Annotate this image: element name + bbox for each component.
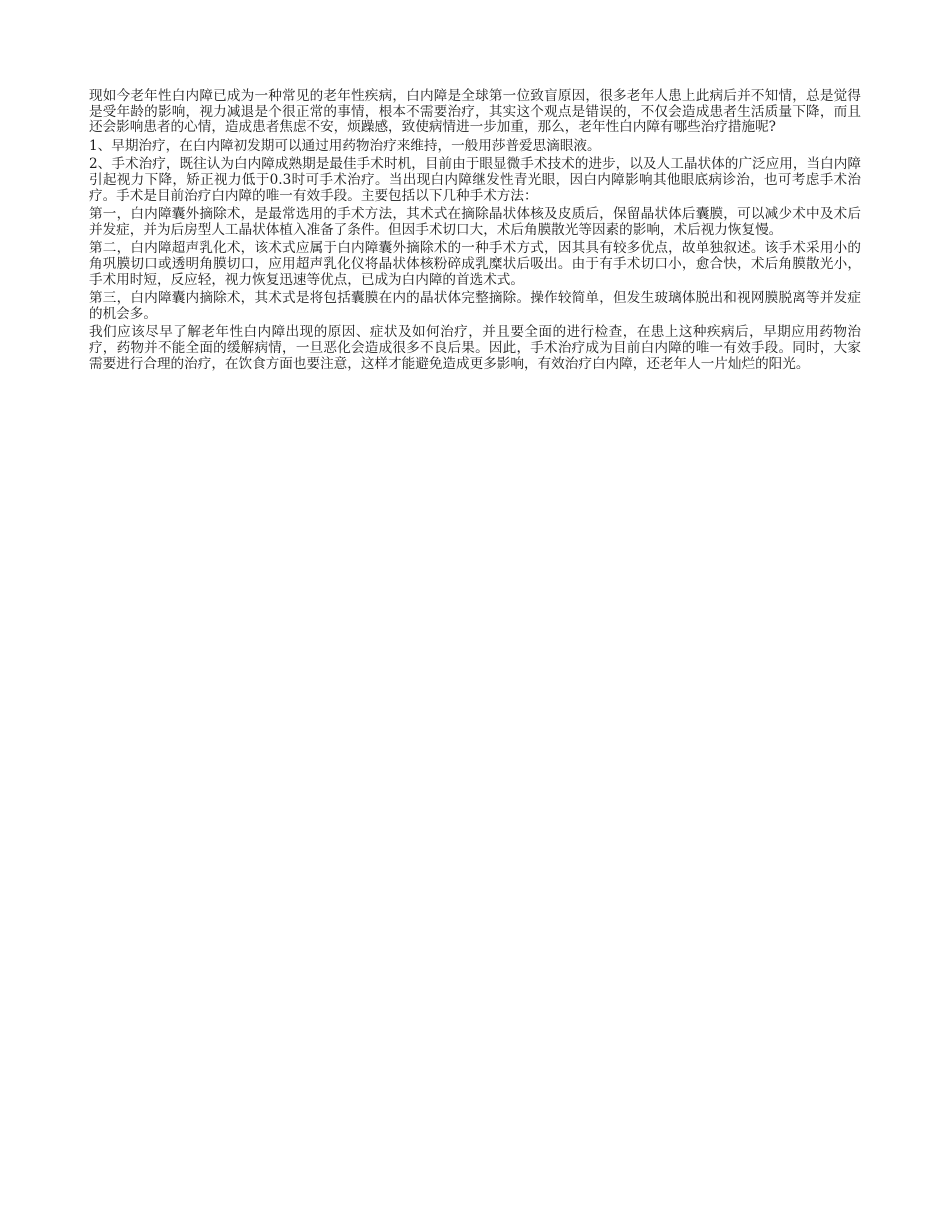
early-treatment-paragraph: 1、早期治疗，在白内障初发期可以通过用药物治疗来维持，一般用莎普爱思滴眼液。 [89,137,601,154]
intro-paragraph: 现如今老年性白内障已成为一种常见的老年性疾病，白内障是全球第一位致盲原因，很多老年人患上此病后并不知情，总是觉得是受年龄的影响，视力减退是个很正常的事情，根本不需要治疗，其实这个观点是错误的，不仅会造成患者生活质量下降，而且还会影响患者的心情，造成患者焦虑不安，烦躁感，致使病情进一步加重，那么，老年性白内障有哪些治疗措施呢? [89,88,861,136]
conclusion-paragraph: 我们应该尽早了解老年性白内障出现的原因、症状及如何治疗，并且要全面的进行检查，在患上这种疾病后，早期应用药物治疗，药物并不能全面的缓解病情，一旦恶化会造成很多不良后果。因此，手术治疗成为目前白内障的唯一有效手段。同时，大家需要进行合理的治疗，在饮食方面也要注意，这样才能避免造成更多影响，有效治疗白内障，还老年人一片灿烂的阳光。 [89,324,861,372]
method-two-paragraph: 第二，白内障超声乳化术，该术式应属于白内障囊外摘除术的一种手术方式，因其具有较多优点，故单独叙述。该手术采用小的角巩膜切口或透明角膜切口，应用超声乳化仪将晶状体核粉碎成乳糜状后吸出。由于有手术切口小，愈合快，术后角膜散光小，手术用时短，反应轻，视力恢复迅速等优点，已成为白内障的首选术式。 [89,240,861,288]
surgical-treatment-paragraph: 2、手术治疗，既往认为白内障成熟期是最佳手术时机，目前由于眼显微手术技术的进步，以及人工晶状体的广泛应用，当白内障引起视力下降，矫正视力低于0.3时可手术治疗。当出现白内障继发性青光眼，因白内障影响其他眼底病诊治，也可考虑手术治疗。手术是目前治疗白内障的唯一有效手段。主要包括以下几种手术方法： [89,156,861,204]
method-three-paragraph: 第三，白内障囊内摘除术，其术式是将包括囊膜在内的晶状体完整摘除。操作较简单，但发生玻璃体脱出和视网膜脱离等并发症的机会多。 [89,290,861,322]
method-one-paragraph: 第一，白内障囊外摘除术，是最常选用的手术方法，其术式在摘除晶状体核及皮质后，保留晶状体后囊膜，可以减少术中及术后并发症，并为后房型人工晶状体植入准备了条件。但因手术切口大，术后角膜散光等因素的影响，术后视力恢复慢。 [89,206,861,238]
document-body [89,89,861,375]
